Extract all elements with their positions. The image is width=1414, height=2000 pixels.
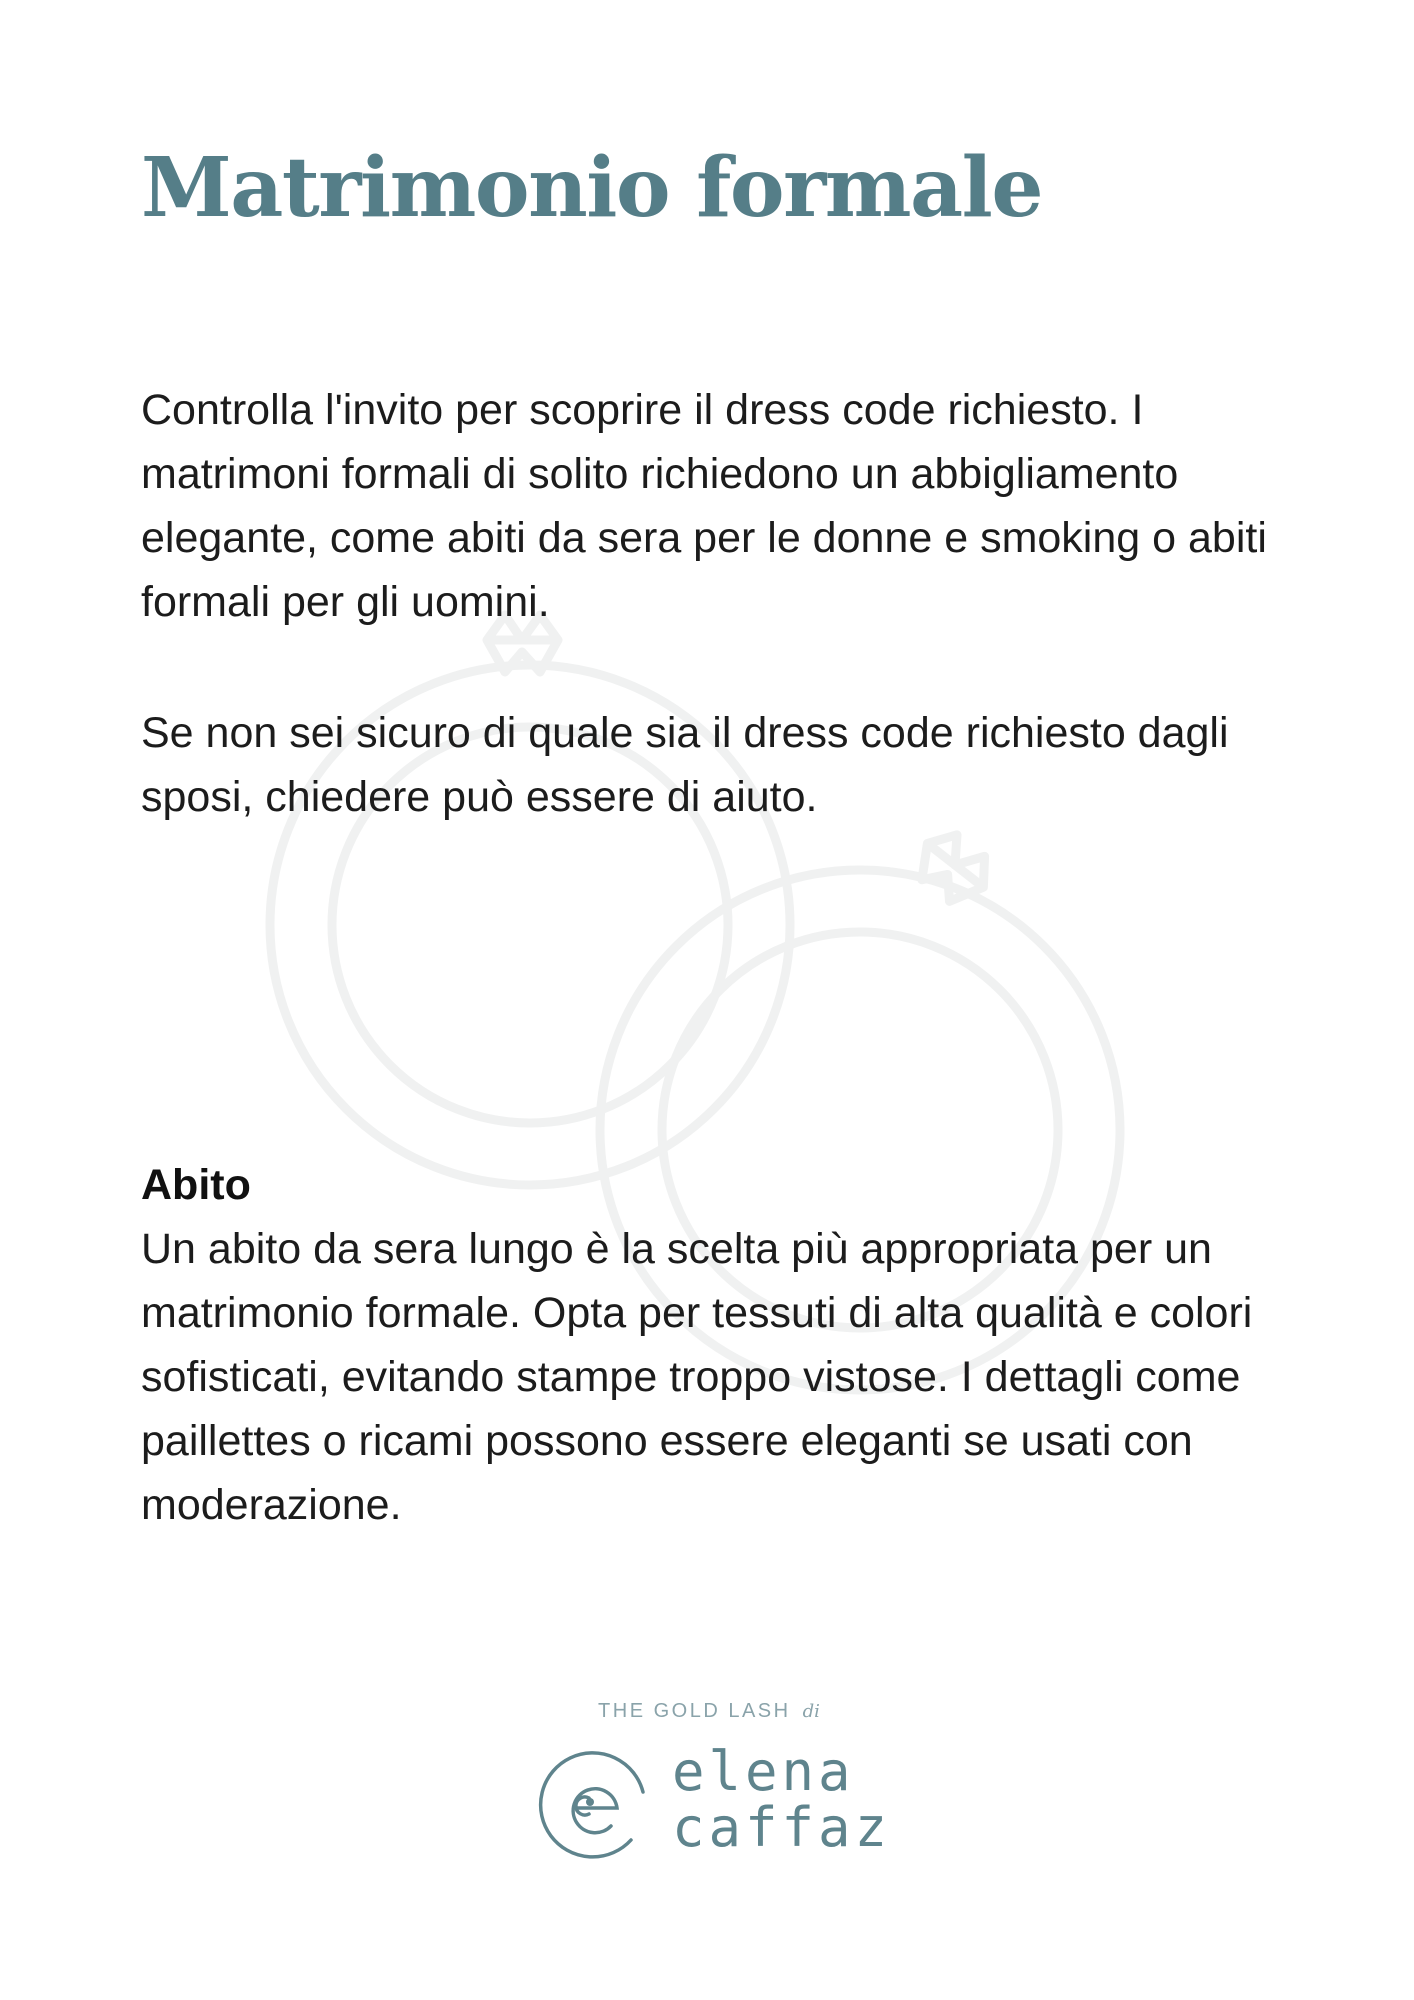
page-title: Matrimonio formale bbox=[141, 140, 1042, 236]
section-paragraph: Un abito da sera lungo è la scelta più appropriata per un matrimonio formale. Opta per tessuti di alta qualità e colori sofisticati, evitando stampe troppo vistose. I dettagli come paillettes o ricami possono essere eleganti se usati con moderazione. bbox=[141, 1225, 1253, 1529]
brand-tagline bbox=[0, 1700, 1414, 1723]
brand-name-first: elena bbox=[672, 1740, 855, 1803]
brand-name bbox=[672, 1740, 892, 1859]
section-heading: Abito bbox=[141, 1161, 251, 1209]
brand-logo bbox=[0, 1700, 1414, 1880]
brand-name-last: caffaz bbox=[672, 1796, 892, 1859]
elena-caffaz-monogram-icon bbox=[535, 1742, 655, 1862]
brand-tagline-suffix: di bbox=[802, 1701, 820, 1722]
advice-paragraph: Se non sei sicuro di quale sia il dress code richiesto dagli sposi, chiedere può essere di aiuto. bbox=[141, 709, 1229, 821]
brand-tagline-text: THE GOLD LASH bbox=[598, 1700, 791, 1722]
intro-paragraph: Controlla l'invito per scoprire il dress code richiesto. I matrimoni formali di solito richiedono un abbigliamento elegante, come abiti da sera per le donne e smoking o abiti formali per gli uomini. bbox=[141, 386, 1267, 626]
